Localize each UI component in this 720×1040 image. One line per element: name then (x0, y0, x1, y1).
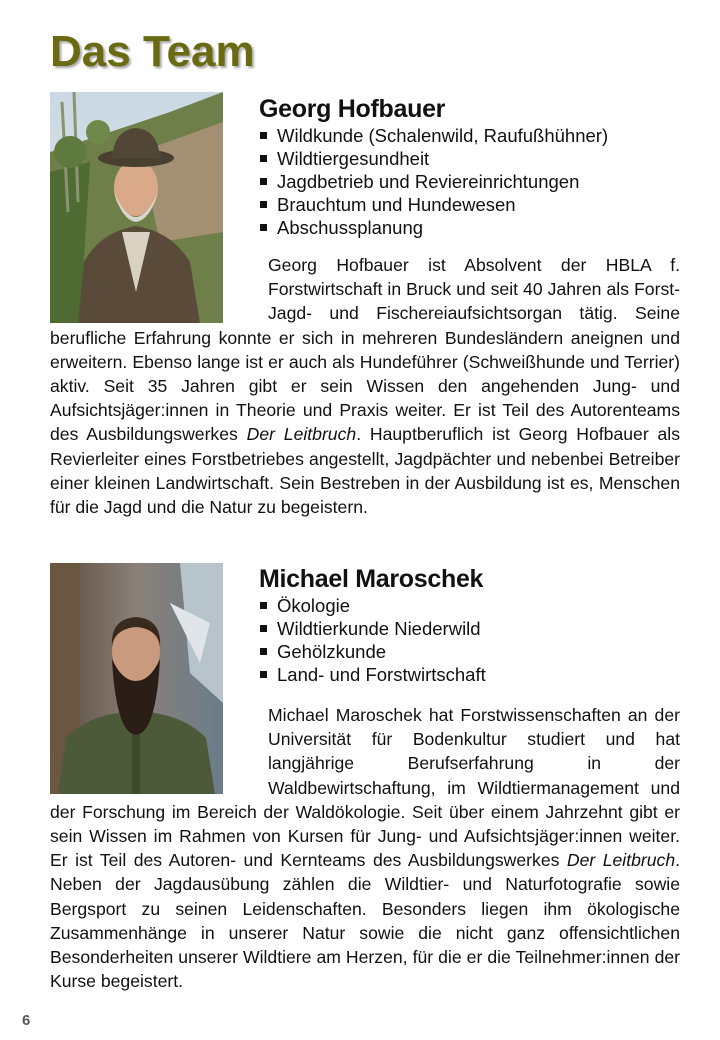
topic-item: Gehölzkunde (259, 640, 486, 663)
topic-item: Wildtiergesundheit (259, 147, 608, 170)
bullet-icon (260, 155, 267, 162)
person-name: Michael Maroschek (259, 565, 484, 593)
person-bio (50, 253, 680, 519)
bullet-icon (260, 201, 267, 208)
bullet-icon (260, 224, 267, 231)
person-bio (50, 703, 680, 993)
book-title: Der Leitbruch (566, 850, 676, 871)
topic-item: Brauchtum und Hundewesen (259, 193, 608, 216)
bio-text: Michael Maroschek hat Forstwissenschaften an der Universität für Bodenkultur studiert und hat langjährige Berufserfahrung in der Waldbewirtschaftung, im Wildtiermanagement und der Forschung im Bereich der Waldökologie. Seit über einem Jahrzehnt gibt er sein Wissen im Rahmen von Kursen für Jung- und Aufsichtsjäger:innen weiter. Er ist Teil des Autoren- und Kernteams des Ausbildungswerkes (50, 705, 680, 871)
bio-text: . Hauptberuflich ist Georg Hofbauer als Revierleiter eines Forstbetriebes angestellt, Jagdpächter und nebenbei Betreiber einer kleinen Landwirtschaft. Sein Bestreben in der Ausbildung ist es, Menschen für die Jagd und die Natur zu begeistern. (50, 424, 680, 518)
bullet-icon (260, 132, 267, 139)
topic-item: Wildtierkunde Niederwild (259, 617, 486, 640)
book-title: Der Leitbruch (246, 424, 357, 445)
page-number: 6 (22, 1012, 31, 1029)
bullet-icon (260, 648, 267, 655)
bullet-icon (260, 625, 267, 632)
topic-item: Abschussplanung (259, 216, 608, 239)
topic-item: Jagdbetrieb und Reviereinrichtungen (259, 170, 608, 193)
topic-item: Wildkunde (Schalenwild, Raufußhühner) (259, 124, 608, 147)
page-title: Das Team (50, 27, 255, 76)
bullet-icon (260, 602, 267, 609)
bullet-icon (260, 671, 267, 678)
bio-text: . Neben der Jagdausübung zählen die Wildtier- und Naturfotografie sowie Bergsport zu seinen Leidenschaften. Besonders liegen ihm ökologische Zusammenhänge in unserer Natur sowie die nicht ganz offensichtlichen Besonderheiten unserer Wildtiere am Herzen, für die er die Teilnehmer:innen der Kurse begeistert. (50, 850, 680, 992)
bullet-icon (260, 178, 267, 185)
topic-list (259, 594, 486, 686)
person-name: Georg Hofbauer (259, 95, 446, 123)
topic-list (259, 124, 608, 239)
bio-text: Georg Hofbauer ist Absolvent der HBLA f. Forstwirtschaft in Bruck und seit 40 Jahren als Forst- Jagd- und Fischereiaufsichtsorgan tätig. Seine berufliche Erfahrung konnte er sich in mehreren Bundesländern aneignen und erweitern. Ebenso lange ist er auch als Hundeführer (Schweißhunde und Terrier) aktiv. Seit 35 Jahren gibt er sein Wissen den angehenden Jung- und Aufsichtsjäger:innen in Theorie und Praxis weiter. Er ist Teil des Autorenteams des Ausbildungswerkes (50, 255, 680, 445)
topic-item: Ökologie (259, 594, 486, 617)
topic-item: Land- und Forstwirtschaft (259, 663, 486, 686)
